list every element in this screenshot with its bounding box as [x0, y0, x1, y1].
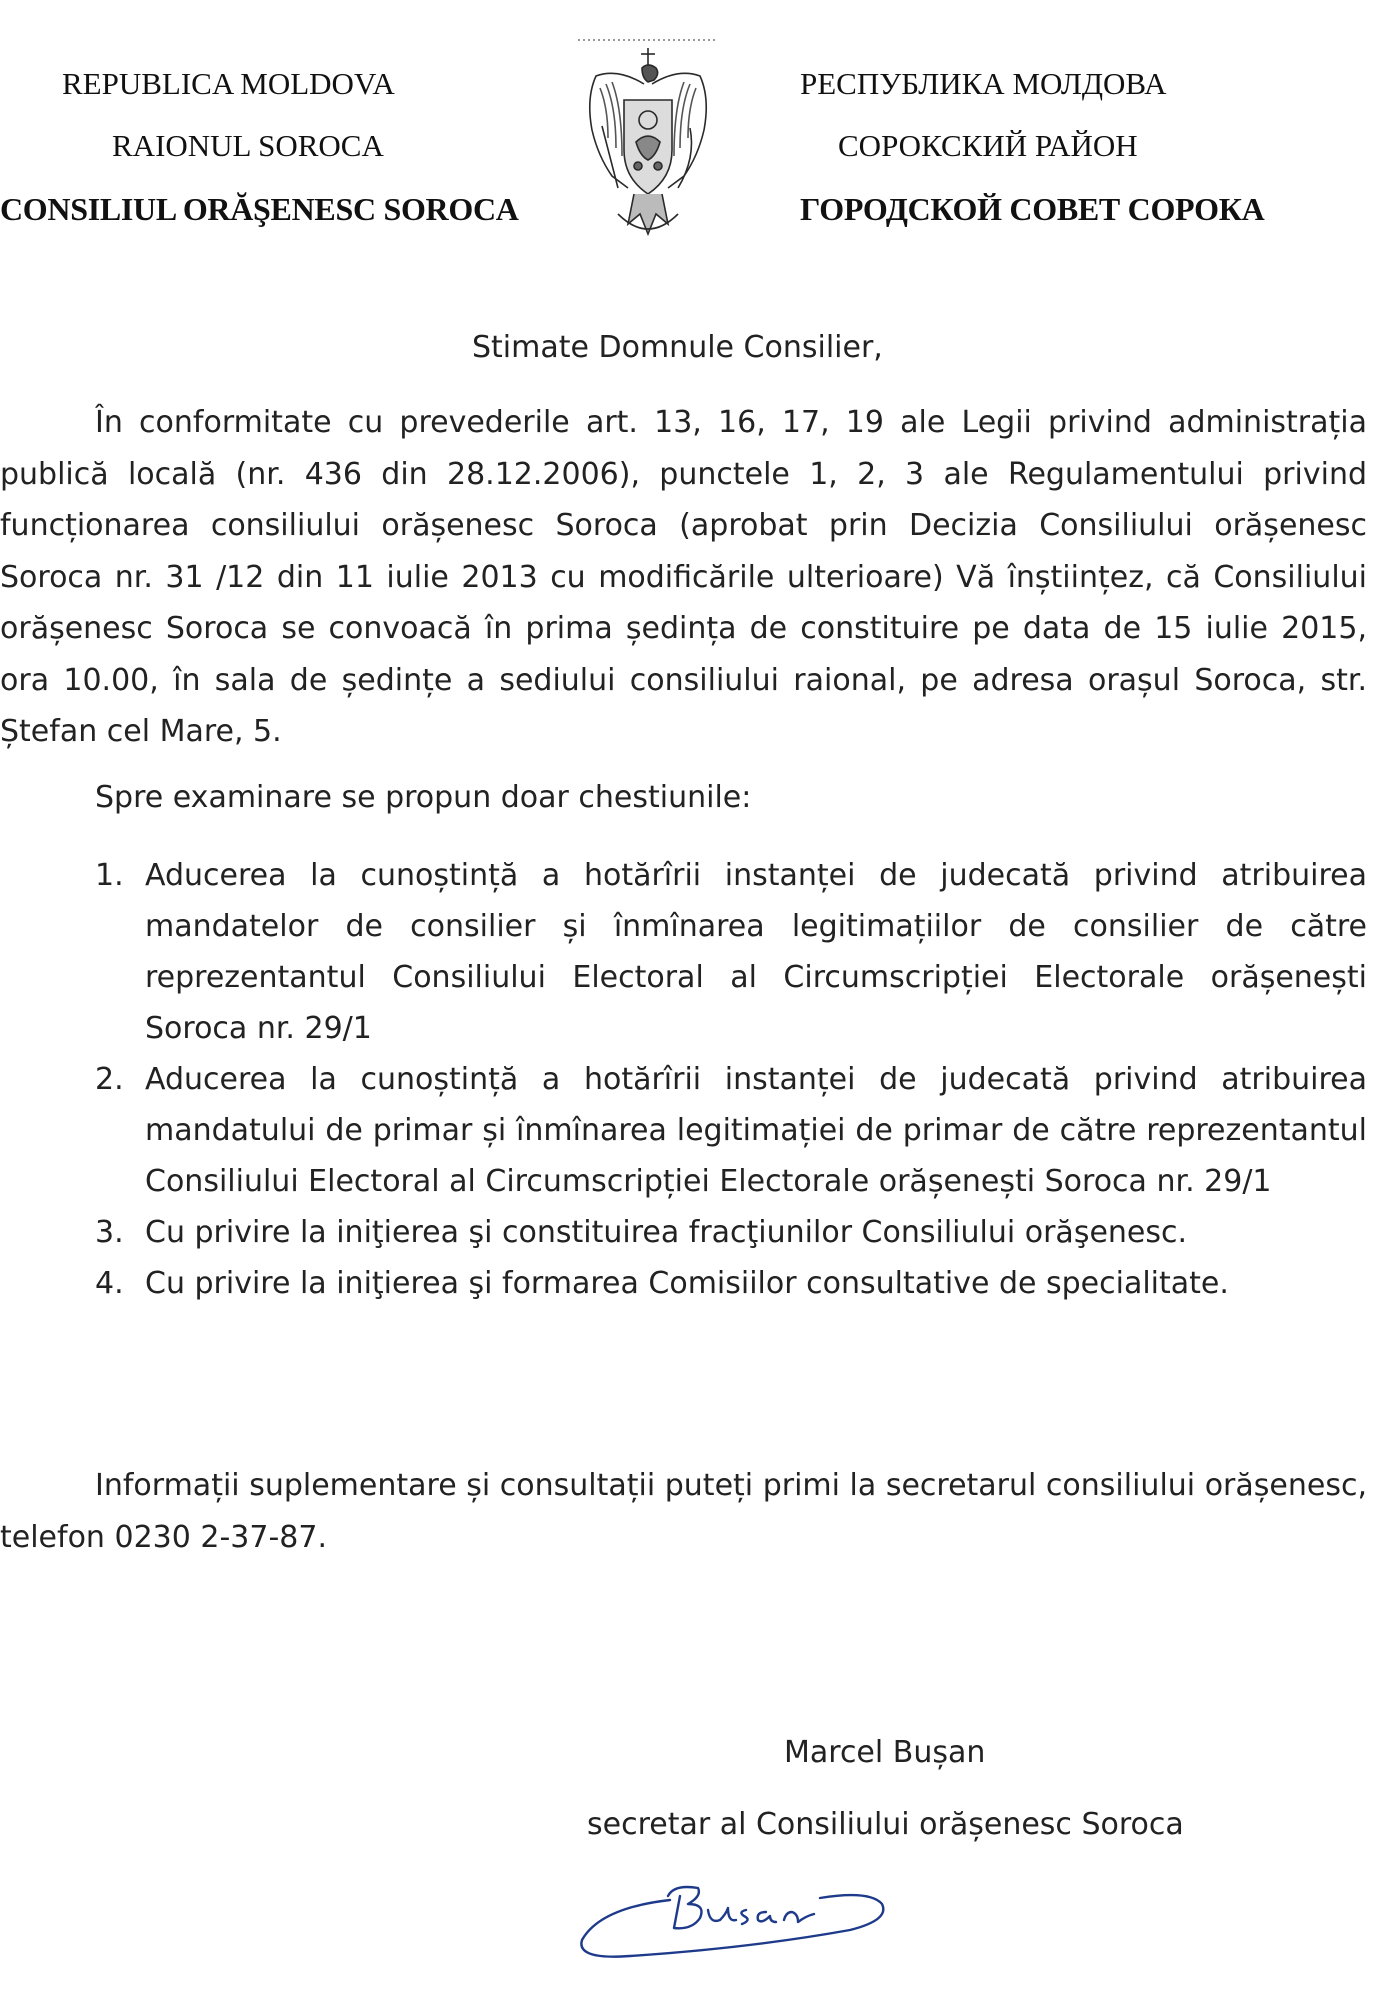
agenda-item-number: 4. [95, 1266, 124, 1301]
signatory-title: secretar al Consiliului orășenesc Soroca [587, 1807, 1184, 1842]
agenda-item-text: Cu privire la iniţierea şi formarea Comisiilor consultative de specialitate. [145, 1266, 1229, 1301]
signatory-name: Marcel Bușan [784, 1735, 986, 1770]
agenda-intro: Spre examinare se propun doar chestiunile: [95, 780, 752, 815]
handwritten-signature [570, 1860, 900, 1970]
letter-greeting: Stimate Domnule Consilier, [472, 330, 883, 365]
header-right-council: ГОРОДСКОЙ СОВЕТ СОРОКА [800, 191, 1265, 227]
agenda-item [0, 1258, 1367, 1309]
header-left-district: RAIONUL SOROCA [112, 128, 384, 163]
header-left-council: CONSILIUL ORĂŞENESC SOROCA [0, 191, 519, 227]
header-left-country: REPUBLICA MOLDOVA [62, 66, 395, 101]
agenda-item [0, 1207, 1367, 1258]
agenda-item-text: Aducerea la cunoștință a hotărîrii instanței de judecată privind atribuirea mandatelor de consilier și înmînarea legitimațiilor de consilier de către reprezentantul Consiliului Electoral al Circumscripției Electorale orășenești Soroca nr. 29/1 [145, 858, 1367, 1046]
letter-paragraph-convocation: În conformitate cu prevederile art. 13, 16, 17, 19 ale Legii privind administrația publică locală (nr. 436 din 28.12.2006), punctele 1, 2, 3 ale Regulamentului privind funcționarea consiliului orășenesc Soroca (aprobat prin Decizia Consiliului orășenesc Soroca nr. 31 /12 din 11 iulie 2013 cu modificările ulterioare) Vă înștiințez, că Consiliului orășenesc Soroca se convoacă în prima ședința de constituire pe data de 15 iulie 2015, ora 10.00, în sala de ședințe a sediului consiliului raional, pe adresa orașul Soroca, str. Ștefan cel Mare, 5. [0, 405, 1367, 749]
moldova-coat-of-arms-icon [578, 38, 718, 248]
letter-paragraph-contact: Informații suplementare și consultații puteți primi la secretarul consiliului orășenesc, telefon 0230 2-37-87. [0, 1468, 1367, 1555]
agenda-item-number: 1. [95, 858, 124, 893]
agenda-item-number: 3. [95, 1215, 124, 1250]
agenda-list [0, 850, 1367, 1309]
header-right-district: СОРОКСКИЙ РАЙОН [838, 128, 1138, 163]
agenda-item-text: Cu privire la iniţierea şi constituirea fracţiunilor Consiliului orăşenesc. [145, 1215, 1188, 1250]
agenda-item-text: Aducerea la cunoștință a hotărîrii instanței de judecată privind atribuirea mandatului de primar și înmînarea legitimației de primar de către reprezentantul Consiliului Electoral al Circumscripției Electorale orășenești Soroca nr. 29/1 [145, 1062, 1367, 1199]
agenda-item [0, 850, 1367, 1054]
agenda-item-number: 2. [95, 1062, 124, 1097]
agenda-item [0, 1054, 1367, 1207]
header-right-country: РЕСПУБЛИКА МОЛДОВА [800, 66, 1167, 101]
